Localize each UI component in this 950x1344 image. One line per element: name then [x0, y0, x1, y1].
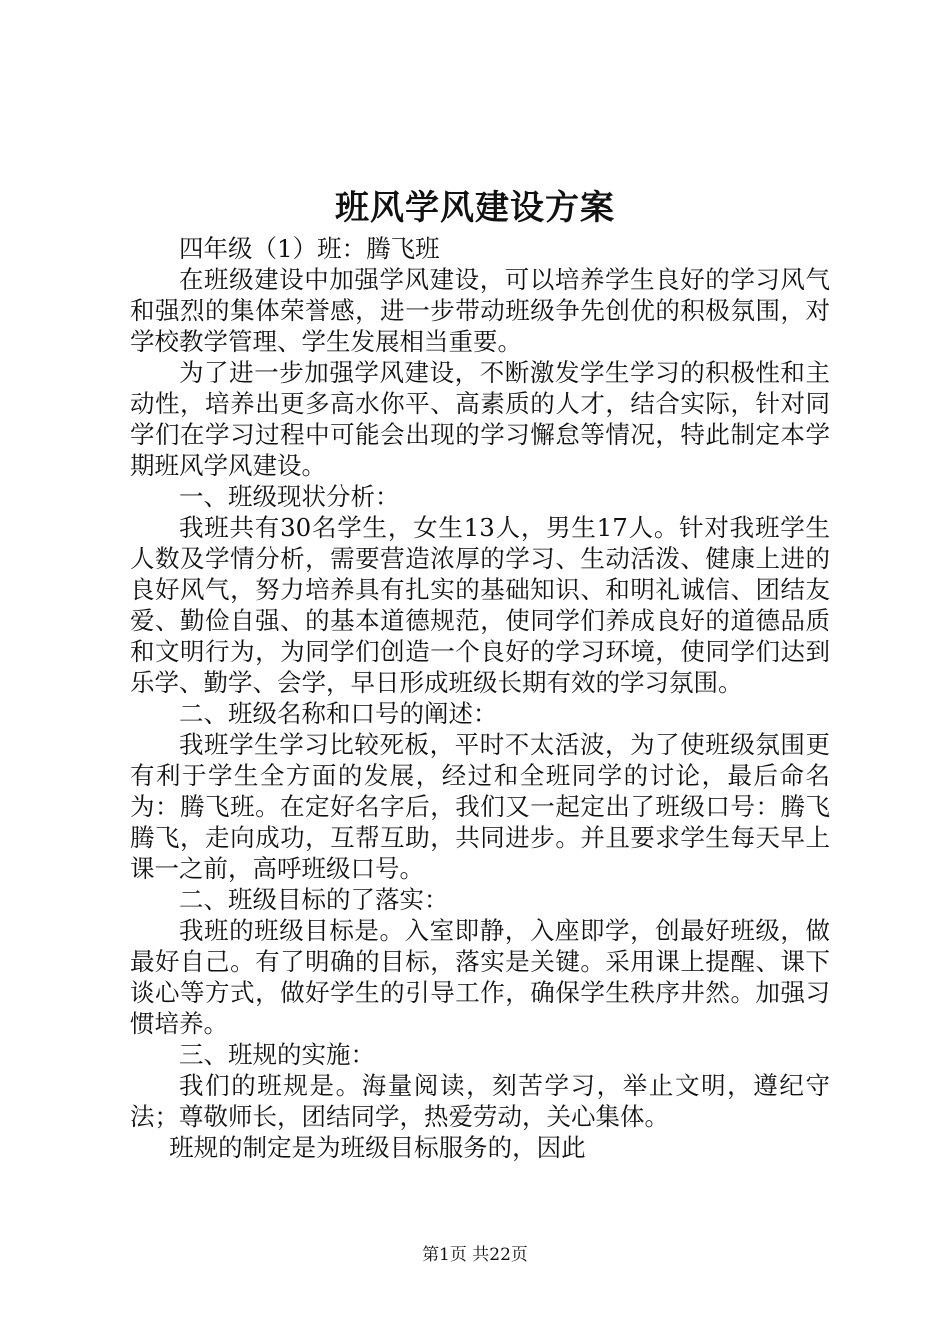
class-name-line: 四年级（1）班：腾飞班	[179, 234, 440, 263]
document-body	[130, 233, 830, 1163]
goals-paragraph: 我班的班级目标是。入室即静，入座即学，创最好班级，做最好自己。有了明确的目标，落实是关键。采用课上提醒、课下谈心等方式，做好学生的引导工作，确保学生秩序井然。加强习惯培养。	[130, 916, 830, 1038]
status-paragraph: 我班共有30名学生，女生13人，男生17人。针对我班学生人数及学情分析，需要营造浓厚的学习、生动活泼、健康上进的良好风气，努力培养具有扎实的基础知识、和明礼诚信、团结友爱、勤俭自强、的基本道德规范，使同学们养成良好的道德品质和文明行为，为同学们创造一个良好的学习环境，使同学们达到乐学、勤学、会学，早日形成班级长期有效的学习氛围。	[130, 513, 830, 697]
rules-purpose-paragraph: 班规的制定是为班级目标服务的，因此	[169, 1133, 586, 1162]
purpose-paragraph: 为了进一步加强学风建设，不断激发学生学习的积极性和主动性，培养出更多高水你平、高素质的人才，结合实际，针对同学们在学习过程中可能会出现的学习懈怠等情况，特此制定本学期班风学风建设。	[130, 358, 830, 480]
section-heading-status: 一、班级现状分析：	[179, 482, 400, 511]
section-heading-name-slogan: 二、班级名称和口号的阐述：	[179, 699, 498, 728]
rules-paragraph: 我们的班规是。海量阅读，刻苦学习，举止文明，遵纪守法；尊敬师长，团结同学，热爱劳动，关心集体。	[130, 1071, 830, 1131]
page-footer: 第1页 共22页	[422, 1245, 528, 1265]
document-title: 班风学风建设方案	[335, 188, 615, 228]
section-heading-goals: 二、班级目标的了落实：	[179, 885, 449, 914]
section-heading-rules: 三、班规的实施：	[179, 1040, 375, 1069]
intro-paragraph: 在班级建设中加强学风建设，可以培养学生良好的学习风气和强烈的集体荣誉感，进一步带动班级争先创优的积极氛围，对学校教学管理、学生发展相当重要。	[130, 265, 830, 356]
name-slogan-paragraph: 我班学生学习比较死板，平时不太活波，为了使班级氛围更有利于学生全方面的发展，经过和全班同学的讨论，最后命名为：腾飞班。在定好名字后，我们又一起定出了班级口号：腾飞腾飞，走向成功，互帮互助，共同进步。并且要求学生每天早上课一之前，高呼班级口号。	[130, 730, 830, 883]
